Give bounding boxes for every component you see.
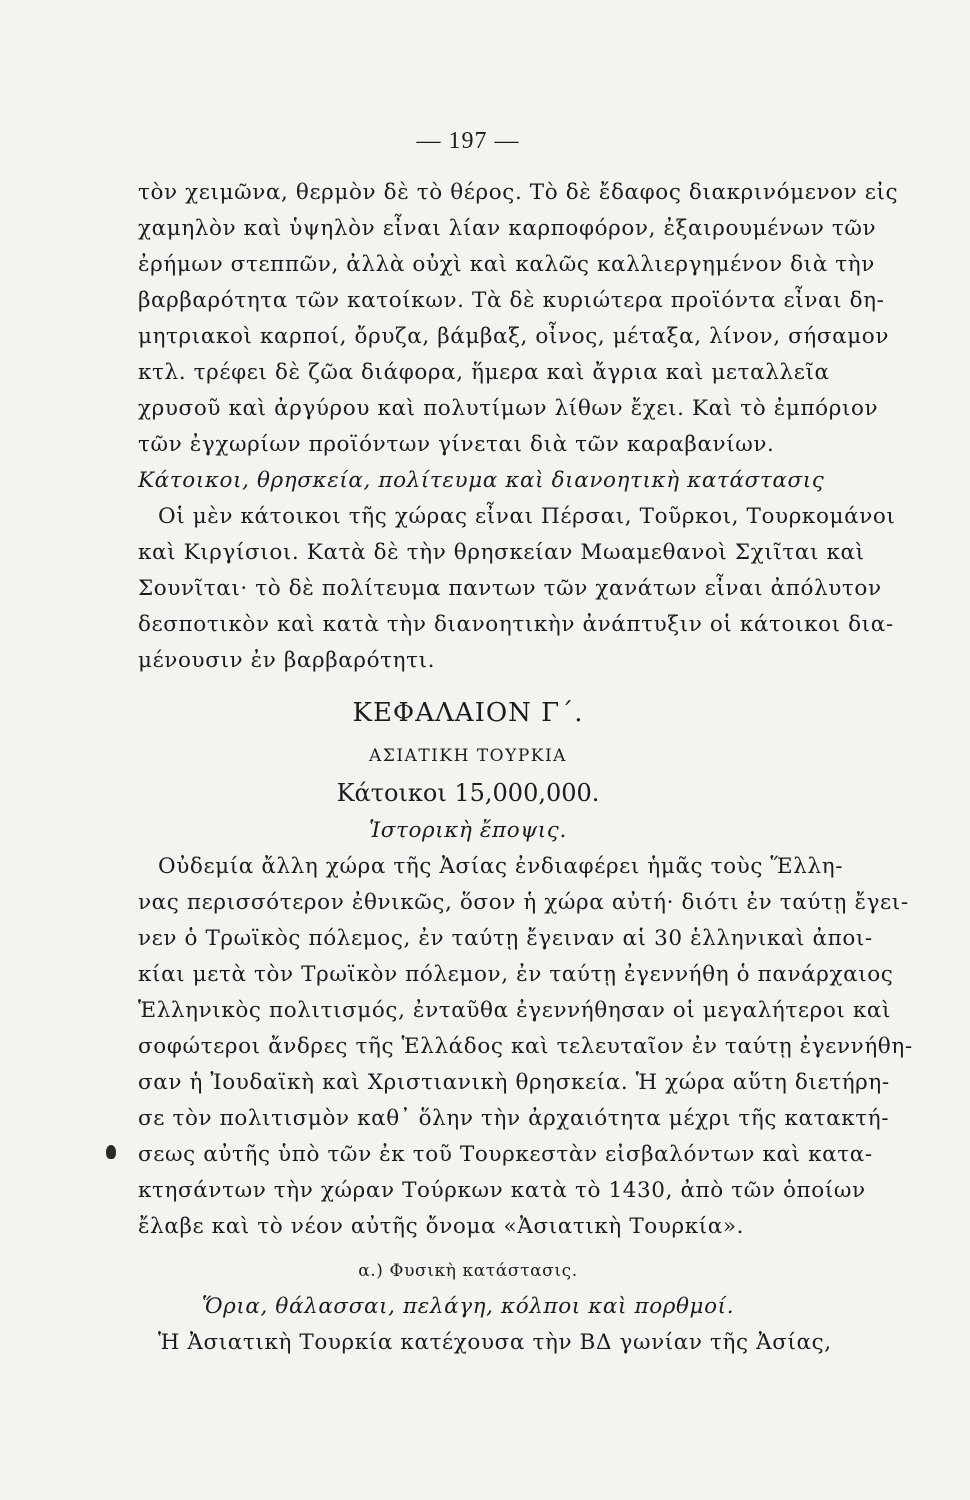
text-line: ἐρήμων στεππῶν, ἀλλὰ οὐχὶ καὶ καλῶς καλλιεργημένον διὰ τὴν [138, 252, 875, 277]
chapter-subtitle: ΑΣΙΑΤΙΚΗ ΤΟΥΡΚΙΑ [369, 746, 567, 766]
text-line: Ἑλληνικὸς πολιτισμός, ἐνταῦθα ἐγεννήθησαν οἱ μεγαλήτεροι καὶ [138, 998, 892, 1023]
text-line: σοφώτεροι ἄνδρες τῆς Ἑλλάδος καὶ τελευταῖον ἐν ταύτῃ ἐγεννήθη- [138, 1034, 913, 1059]
text-line: βαρβαρότητα τῶν κατοίκων. Τὰ δὲ κυριώτερα προϊόντα εἶναι δη- [138, 288, 885, 313]
text-line: χρυσοῦ καὶ ἀργύρου καὶ πολυτίμων λίθων ἔχει. Καὶ τὸ ἐμπόριον [138, 396, 879, 421]
paragraph-climate [138, 175, 899, 463]
population-line: Κάτοικοι 15,000,000. [336, 779, 600, 807]
text-line: Οὐδεμία ἄλλη χώρα τῆς Ἀσίας ἐνδιαφέρει ἡμᾶς τοὺς Ἕλλη- [158, 854, 844, 879]
text-line: χαμηλὸν καὶ ὑψηλὸν εἶναι λίαν καρποφόρον, ἐξαιρουμένων τῶν [138, 216, 877, 241]
text-line: τῶν ἐγχωρίων προϊόντων γίνεται διὰ τῶν καραβανίων. [138, 432, 775, 457]
text-line: δεσποτικὸν καὶ κατὰ τὴν διανοητικὴν ἀνάπτυξιν οἱ κάτοικοι δια- [138, 612, 894, 637]
ink-mark-icon [106, 1145, 116, 1159]
text-line: Οἱ μὲν κάτοικοι τῆς χώρας εἶναι Πέρσαι, Τοῦρκοι, Τουρκομάνοι [158, 504, 896, 529]
subsection-label: α.) Φυσικὴ κατάστασις. [358, 1261, 578, 1281]
text-line: μένουσιν ἐν βαρβαρότητι. [138, 648, 436, 673]
text-line: κτλ. τρέφει δὲ ζῶα διάφορα, ἥμερα καὶ ἄγρια καὶ μεταλλεῖα [138, 360, 830, 385]
text-line: σεως αὐτῆς ὑπὸ τῶν ἐκ τοῦ Τουρκεστὰν εἰσβαλόντων καὶ κατα- [138, 1142, 873, 1167]
book-page [138, 128, 913, 1361]
paragraph-history [138, 849, 913, 1245]
chapter-title: ΚΕΦΑΛΑΙΟΝ Γ΄. [352, 698, 584, 728]
text-line: σαν ἡ Ἰουδαϊκὴ καὶ Χριστιανικὴ θρησκεία. Ἡ χώρα αὕτη διετήρη- [138, 1070, 890, 1095]
text-line: σε τὸν πολιτισμὸν καθ᾽ ὅλην τὴν ἀρχαιότητα μέχρι τῆς κατακτή- [138, 1106, 890, 1131]
text-line: μητριακοὶ καρποί, ὄρυζα, βάμβαξ, οἶνος, μέταξα, λίνον, σήσαμον [138, 324, 890, 349]
text-line: νεν ὁ Τρωϊκὸς πόλεμος, ἐν ταύτῃ ἔγειναν αἱ 30 ἑλληνικαὶ ἀποι- [138, 926, 873, 951]
paragraph-inhabitants [138, 499, 896, 679]
text-line: κτησάντων τὴν χώραν Τούρκων κατὰ τὸ 1430, ἀπὸ τῶν ὁποίων [138, 1178, 866, 1203]
history-heading: Ἱστορικὴ ἔποψις. [369, 818, 567, 843]
text-line: τὸν χειμῶνα, θερμὸν δὲ τὸ θέρος. Τὸ δὲ ἔδαφος διακρινόμενον εἰς [138, 180, 899, 205]
text-line: καὶ Κιργίσιοι. Κατὰ δὲ τὴν θρησκείαν Μωαμεθανοὶ Σχιῖται καὶ [138, 540, 865, 565]
text-line: κίαι μετὰ τὸν Τρωϊκὸν πόλεμον, ἐν ταύτῃ ἐγεννήθη ὁ πανάρχαιος [138, 962, 894, 987]
text-line: ἔλαβε καὶ τὸ νέον αὐτῆς ὄνομα «Ἀσιατικὴ Τουρκία». [138, 1214, 745, 1239]
section-heading-inhabitants: Κάτοικοι, θρησκεία, πολίτευμα καὶ διανοητικὴ κατάστασις [138, 468, 825, 493]
text-line: νας περισσότερον ἐθνικῶς, ὅσον ἡ χώρα αὐτή· διότι ἐν ταύτῃ ἔγει- [138, 890, 909, 915]
text-line: Σουνῖται· τὸ δὲ πολίτευμα παντων τῶν χανάτων εἶναι ἀπόλυτον [138, 576, 882, 601]
text-line-last: Ἡ Ἀσιατικὴ Τουρκία κατέχουσα τὴν ΒΔ γωνίαν τῆς Ἀσίας, [158, 1330, 832, 1355]
page-number: — 197 — [416, 128, 520, 154]
subsection-heading: Ὅρια, θάλασσαι, πελάγη, κόλποι καὶ πορθμοί. [201, 1294, 735, 1319]
